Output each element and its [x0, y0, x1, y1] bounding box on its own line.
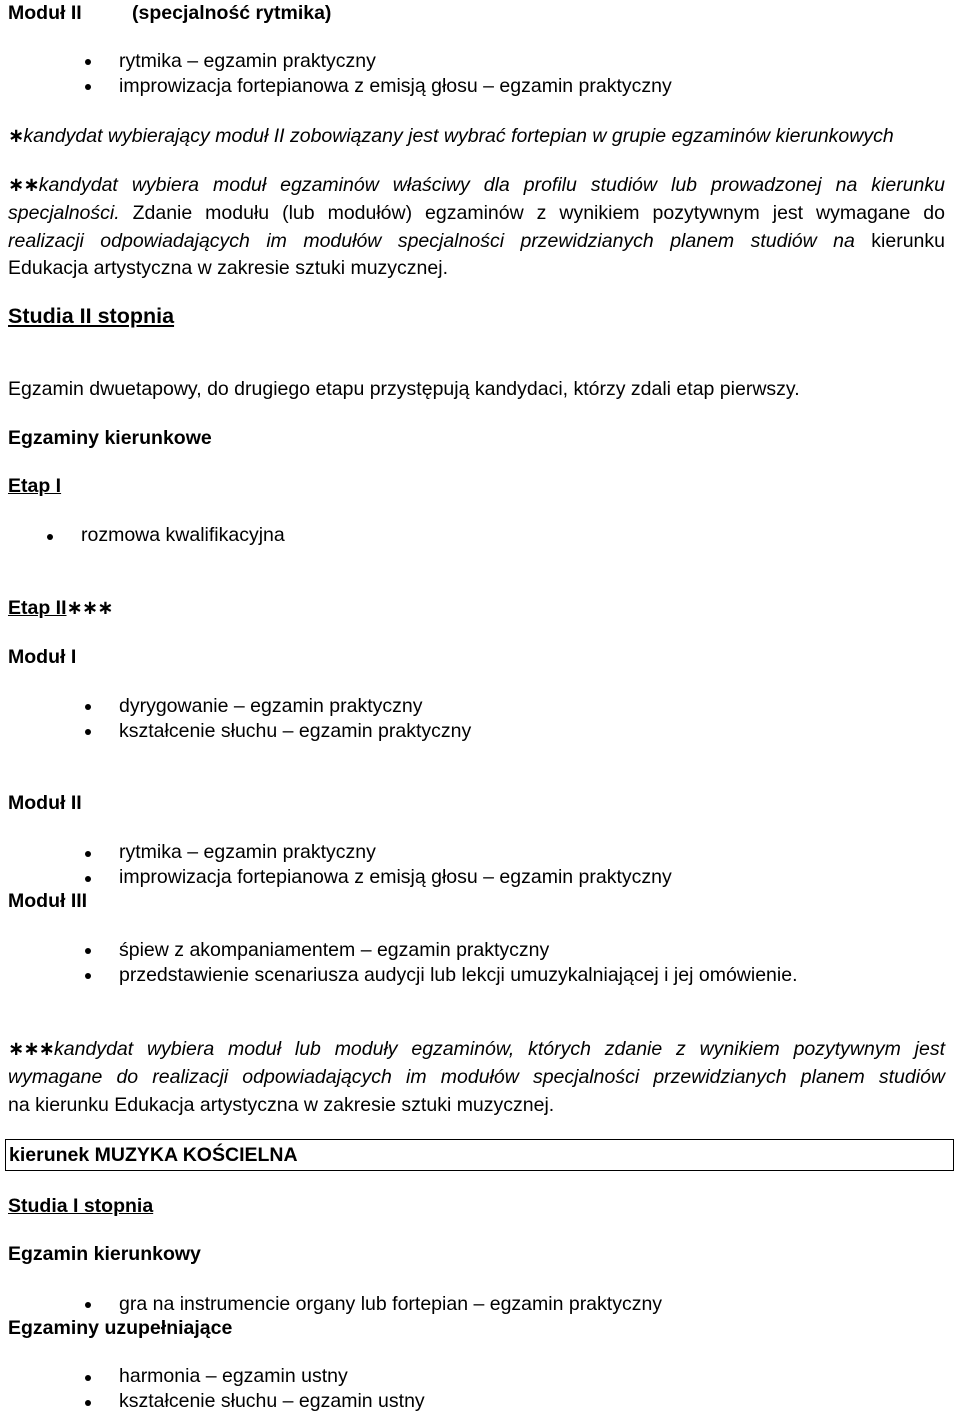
section-heading-studia-2: Studia II stopnia [8, 304, 175, 328]
list-item: rytmika – egzamin praktyczny [119, 841, 376, 863]
list-item: gra na instrumencie organy lub fortepian – egzamin praktyczny [119, 1293, 663, 1315]
footnote-2-line-3: realizacji odpowiadających im modułów specjalności przewidzianych planem studiów na kierunku [8, 230, 946, 252]
top-module-spec: (specjalność rytmika) [132, 2, 332, 24]
egzamin-kierunkowy-heading: Egzamin kierunkowy [8, 1243, 201, 1265]
kierunek-title: kierunek MUZYKA KOŚCIELNA [9, 1144, 298, 1166]
kierunek-title-box [5, 1139, 954, 1171]
list-item: śpiew z akompaniamentem – egzamin praktyczny [119, 939, 550, 961]
footnote-1-text: kandydat wybierający moduł II zobowiązany jest wybrać fortepian w grupie egzaminów kierunkowych [23, 125, 894, 147]
footnote-1 [8, 124, 894, 148]
list-item: rozmowa kwalifikacyjna [81, 524, 285, 546]
footnote-2-line-2: specjalności. Zdanie modułu (lub modułów) egzaminów z wynikiem pozytywnym jest wymagane do [8, 202, 945, 224]
list-item: harmonia – egzamin ustny [119, 1365, 348, 1387]
asterisk-icon: ∗∗ [8, 174, 39, 196]
modul-3-label: Moduł III [8, 890, 88, 912]
modul-1-label: Moduł I [8, 646, 77, 668]
list-item: improwizacja fortepianowa z emisją głosu – egzamin praktyczny [119, 75, 672, 97]
asterisk-icon: ∗∗∗ [66, 597, 113, 619]
bullet-icon [47, 534, 53, 540]
bullet-icon [85, 948, 91, 954]
list-item: dyrygowanie – egzamin praktyczny [119, 695, 423, 717]
etap-2-label: Etap II∗∗∗ [8, 597, 113, 619]
top-module-label: Moduł II [8, 2, 82, 24]
bullet-icon [85, 84, 91, 90]
bullet-icon [85, 1375, 91, 1381]
bullet-icon [85, 1302, 91, 1308]
footnote-2-line-4: Edukacja artystyczna w zakresie sztuki muzycznej. [8, 257, 448, 279]
bullet-icon [85, 851, 91, 857]
list-item: improwizacja fortepianowa z emisją głosu – egzamin praktyczny [119, 866, 672, 888]
bullet-icon [85, 704, 91, 710]
etap-1-label: Etap I [8, 475, 62, 497]
egzaminy-uzupelniajace-heading: Egzaminy uzupełniające [8, 1317, 233, 1339]
list-item: kształcenie słuchu – egzamin praktyczny [119, 720, 472, 742]
section-heading-studia-1: Studia I stopnia [8, 1195, 154, 1217]
intro-text: Egzamin dwuetapowy, do drugiego etapu przystępują kandydaci, którzy zdali etap pierwszy. [8, 378, 800, 400]
bullet-icon [85, 876, 91, 882]
list-item: kształcenie słuchu – egzamin ustny [119, 1390, 425, 1412]
footnote-3-line-1: ∗∗∗kandydat wybiera moduł lub moduły egzaminów, których zdanie z wynikiem pozytywnym jest [8, 1038, 945, 1060]
modul-2-label: Moduł II [8, 792, 82, 814]
list-item: rytmika – egzamin praktyczny [119, 50, 376, 72]
bullet-icon [85, 1400, 91, 1406]
footnote-2-line-1: ∗∗kandydat wybiera moduł egzaminów właściwy dla profilu studiów lub prowadzonej na kierunku [8, 174, 945, 196]
asterisk-icon: ∗ [8, 125, 24, 147]
bullet-icon [85, 59, 91, 65]
asterisk-icon: ∗∗∗ [8, 1038, 55, 1060]
footnote-3-line-2: wymagane do realizacji odpowiadających im modułów specjalności przewidzianych planem studiów [8, 1066, 945, 1088]
footnote-3-line-3: na kierunku Edukacja artystyczna w zakresie sztuki muzycznej. [8, 1094, 555, 1116]
bullet-icon [85, 729, 91, 735]
bullet-icon [85, 973, 91, 979]
egzaminy-kierunkowe-heading: Egzaminy kierunkowe [8, 427, 212, 449]
list-item: przedstawienie scenariusza audycji lub lekcji umuzykalniającej i jej omówienie. [119, 964, 798, 986]
